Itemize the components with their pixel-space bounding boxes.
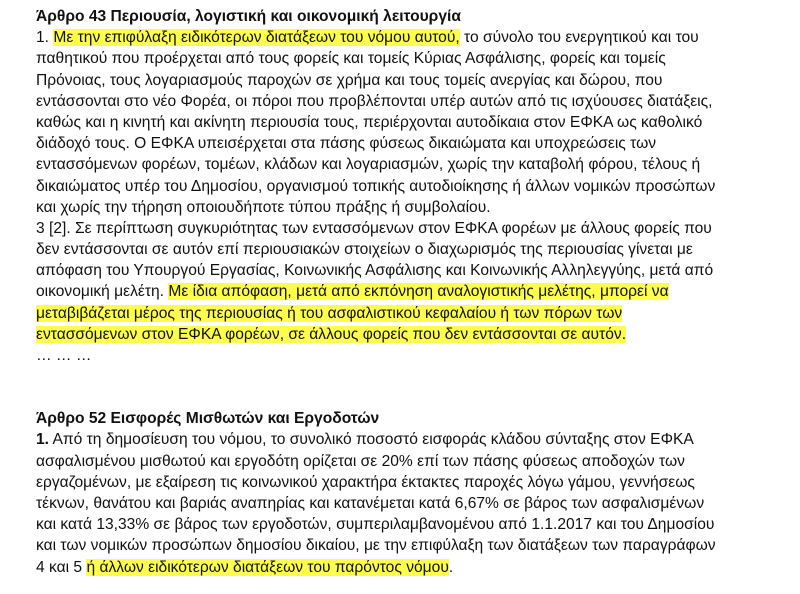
article-52-para1-line4: τέκνων, θανάτου και βαριάς αναπηρίας και κατανέμεται κατά 6,67% σε βάρος των ασφαλισμένων: [36, 494, 705, 512]
highlighted-text: Με την επιφύλαξη ειδικότερων διατάξεων του νόμου αυτού,: [53, 29, 460, 47]
article-43-para1-line1: [36, 27, 776, 48]
article-43-para3-line6: [36, 324, 776, 345]
paragraph-text: το σύνολο του ενεργητικού και του: [459, 29, 699, 47]
article-43-para1-line2: παθητικού που προέρχεται από τους φορείς και τομείς Κύριας Ασφάλισης, φορείς και τομείς: [36, 50, 666, 68]
paragraph-text: οικονομική μελέτη.: [36, 283, 169, 301]
highlighted-text: εντασσόμενων στον ΕΦΚΑ φορέων, σε άλλους φορείς που δεν εντάσσονται σε αυτόν.: [36, 325, 627, 343]
highlighted-text: μεταβιβάζεται μέρος της περιουσίας ή του ασφαλιστικού κεφαλαίου ή των πόρων των: [36, 304, 623, 322]
article-43-para1-line7: εντασσόμενων φορέων, τομέων, κλάδων και λογαριασμών, χωρίς την καταβολή φόρου, τέλους ή: [36, 156, 701, 174]
para-number: 1.: [36, 29, 50, 47]
highlighted-text: Με ίδια απόφαση, μετά από εκπόνηση αναλογιστικής μελέτης, μπορεί να: [168, 283, 669, 301]
section-gap: [36, 366, 776, 408]
article-43-para3-line5: [36, 303, 776, 324]
paragraph-text: 4 και 5: [36, 558, 87, 576]
paragraph-text: Από τη δημοσίευση του νόμου, το συνολικό ποσοστό εισφοράς κλάδου σύνταξης στον ΕΦΚΑ: [49, 431, 694, 449]
article-52-para1-line5: και κατά 13,33% σε βάρος των εργοδοτών, συμπεριλαμβανομένου από 1.1.2017 και του Δημοσίου: [36, 516, 715, 534]
paragraph-text: .: [448, 558, 454, 576]
article-52-heading: Άρθρο 52 Εισφορές Μισθωτών και Εργοδοτών: [36, 410, 380, 428]
highlighted-text: ή άλλων ειδικότερων διατάξεων του παρόντος νόμου: [86, 558, 449, 576]
article-43-para3-line4: [36, 281, 776, 302]
article-52-para1-line7: [36, 557, 776, 578]
document-body: [36, 6, 776, 578]
article-43-para3-line3: απόφαση του Υπουργού Εργασίας, Κοινωνικής Ασφάλισης και Κοινωνικής Αλληλεγγύης, μετά από: [36, 262, 714, 280]
article-52-para1-line3: εργαζομένων, με εξαίρεση τις κοινωνικού χαρακτήρα έκτακτες παροχές λόγω γάμου, γεννήσεως: [36, 473, 695, 491]
article-43-para1-line3: Πρόνοιας, τους λογαριασμούς παροχών σε χρήμα και τους τομείς ανεργίας και δώρου, που: [36, 71, 663, 89]
article-43-para3-line1: 3 [2]. Σε περίπτωση συγκυριότητας των εντασσόμενων στον ΕΦΚΑ φορέων με άλλους φορείς που: [36, 219, 712, 237]
article-52-para1-line2: ασφαλισμένου μισθωτού και εργοδότη ορίζεται σε 20% επί των πάσης φύσεως αποδοχών των: [36, 452, 685, 470]
article-43-para1-line6: διάδοχό τους. Ο ΕΦΚΑ υπεισέρχεται στα πάσης φύσεως δικαιώματα και υποχρεώσεις των: [36, 135, 657, 153]
para-number: 1.: [36, 431, 50, 449]
article-52-para1-line1: [36, 429, 776, 450]
article-43-para1-line5: καθώς και η κινητή και ακίνητη περιουσία τους, περιέρχονται αυτοδίκαια στον ΕΦΚΑ ως καθολικό: [36, 113, 703, 131]
article-43-para1-line8: δικαιώματος υπέρ του Δημοσίου, οργανισμού τοπικής αυτοδιοίκησης ή άλλων νομικών προσώπων: [36, 177, 716, 195]
ellipsis: … … …: [36, 347, 92, 364]
article-43-heading: Άρθρο 43 Περιουσία, λογιστική και οικονομική λειτουργία: [36, 8, 461, 25]
article-43-para1-line4: εντάσσονται στο νέο Φορέα, οι πόροι που προβλέπονται υπέρ αυτών από τις ισχύουσες διατάξεις,: [36, 92, 713, 110]
article-43-para1-line9: και χωρίς την τήρηση οποιουδήποτε τύπου πράξης ή συμβολαίου.: [36, 198, 491, 216]
article-52-para1-line6: και των νομικών προσώπων δημοσίου δικαίου, με την επιφύλαξη των διατάξεων των παραγράφων: [36, 537, 716, 555]
article-43-para3-line2: δεν εντάσσονται σε αυτόν επί περιουσιακών στοιχείων ο διαχωρισμός της περιουσίας γίνεται με: [36, 241, 693, 259]
